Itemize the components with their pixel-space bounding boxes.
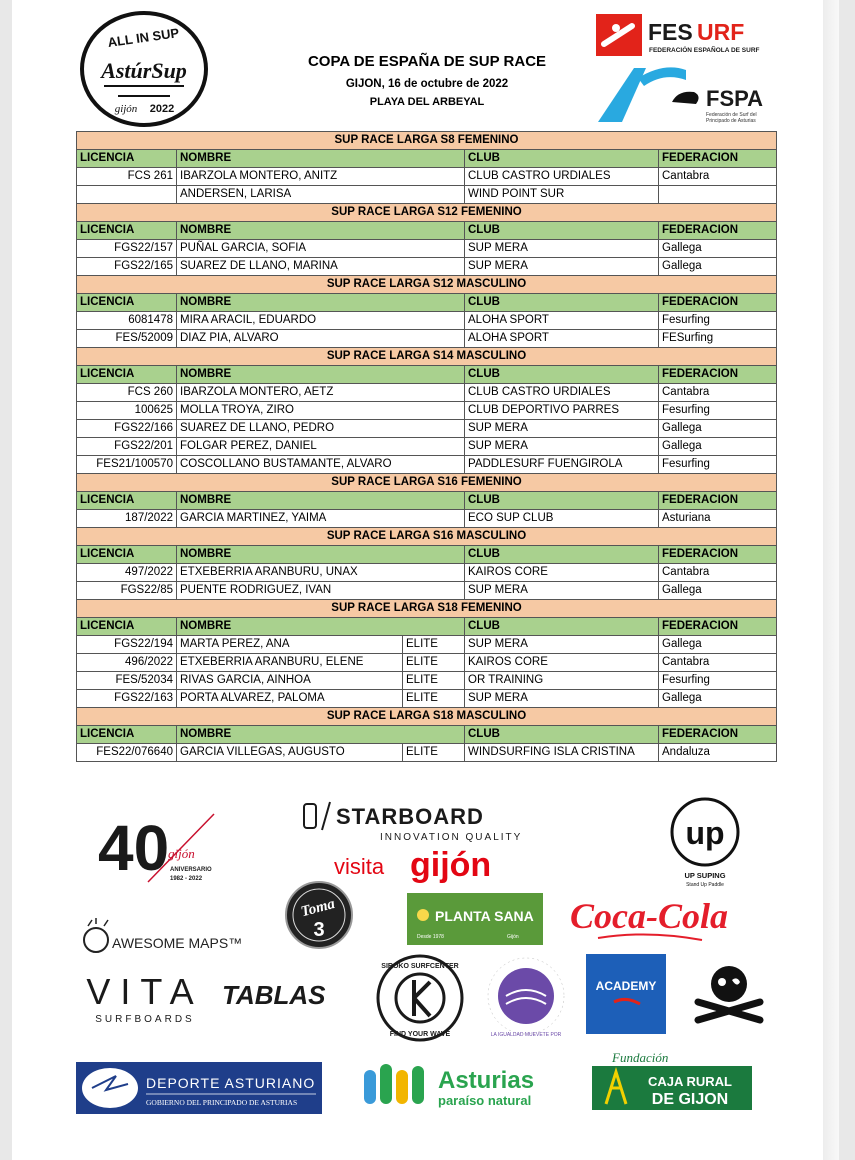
cell-federacion: Gallega <box>659 420 777 438</box>
starboard-tagline: INNOVATION QUALITY <box>380 832 523 843</box>
fspa-sub1: Federación de Surf del <box>706 112 757 118</box>
column-header-club: CLUB <box>465 726 659 744</box>
cell-federacion: Cantabra <box>659 564 777 582</box>
column-header-federacion: FEDERACION <box>659 366 777 384</box>
cell-club: KAIROS CORE <box>465 564 659 582</box>
toma3-number: 3 <box>313 919 325 941</box>
cell-nombre: DIAZ PIA, ALVARO <box>177 330 465 348</box>
cell-club: WIND POINT SUR <box>465 186 659 204</box>
cell-categoria-extra: ELITE <box>403 636 465 654</box>
column-header-nombre: NOMBRE <box>177 492 465 510</box>
column-header-club: CLUB <box>465 294 659 312</box>
column-header-row <box>77 492 777 510</box>
column-header-club: CLUB <box>465 366 659 384</box>
gijon-40-line1: ANIVERSARIO <box>170 867 212 873</box>
cell-federacion: Cantabra <box>659 384 777 402</box>
cell-licencia: FGS22/163 <box>77 690 177 708</box>
cell-federacion: FESurfing <box>659 330 777 348</box>
cell-federacion: Gallega <box>659 636 777 654</box>
column-header-federacion: FEDERACION <box>659 294 777 312</box>
table-row <box>77 654 777 672</box>
column-header-row <box>77 546 777 564</box>
awesome-maps-name: AWESOME MAPS™ <box>112 935 243 951</box>
cell-licencia: FES/52009 <box>77 330 177 348</box>
cell-nombre: ANDERSEN, LARISA <box>177 186 465 204</box>
category-title: SUP RACE LARGA S8 FEMENINO <box>77 132 777 150</box>
column-header-licencia: LICENCIA <box>77 150 177 168</box>
cell-licencia: 496/2022 <box>77 654 177 672</box>
column-header-nombre: NOMBRE <box>177 222 465 240</box>
siroko-top: SIROKO SURFCENTER <box>381 963 459 970</box>
category-row <box>77 276 777 294</box>
cell-club: OR TRAINING <box>465 672 659 690</box>
vita-logo <box>80 970 210 1028</box>
poster-header <box>12 0 839 130</box>
cell-federacion: Gallega <box>659 438 777 456</box>
cell-club: SUP MERA <box>465 258 659 276</box>
table-row <box>77 438 777 456</box>
cell-nombre: ETXEBERRIA ARANBURU, UNAX <box>177 564 465 582</box>
table-row <box>77 564 777 582</box>
caja-rural-logo <box>592 1048 752 1118</box>
column-header-licencia: LICENCIA <box>77 366 177 384</box>
category-row <box>77 528 777 546</box>
cell-nombre: SUAREZ DE LLANO, PEDRO <box>177 420 465 438</box>
asturias-logo <box>362 1060 562 1112</box>
up-suping-logo <box>664 794 746 888</box>
cell-licencia: FES/52034 <box>77 672 177 690</box>
table-row <box>77 690 777 708</box>
results-table <box>76 131 777 762</box>
academy-name: ACADEMY <box>595 979 657 993</box>
fspa-sub2: Principado de Asturias <box>706 118 756 124</box>
category-title: SUP RACE LARGA S18 FEMENINO <box>77 600 777 618</box>
category-row <box>77 600 777 618</box>
fesurf-logo <box>596 14 776 58</box>
deporte-name: DEPORTE ASTURIANO <box>146 1075 316 1091</box>
cell-club: ALOHA SPORT <box>465 312 659 330</box>
cell-categoria-extra: ELITE <box>403 672 465 690</box>
up-mark: up <box>685 815 725 851</box>
vita-name: VITA <box>86 971 204 1012</box>
fesurf-name-b: URF <box>697 19 745 45</box>
table-row <box>77 312 777 330</box>
visita-text: visita <box>334 854 385 879</box>
planta-sana-since: Desde 1978 <box>417 934 444 940</box>
cell-federacion: Gallega <box>659 240 777 258</box>
cell-federacion: Gallega <box>659 690 777 708</box>
table-row <box>77 420 777 438</box>
column-header-federacion: FEDERACION <box>659 222 777 240</box>
table-row <box>77 510 777 528</box>
gijon-40-logo <box>96 808 228 888</box>
fesurf-name-a: FES <box>648 19 693 45</box>
cell-club: CLUB CASTRO URDIALES <box>465 384 659 402</box>
sponsors-area <box>12 780 839 1160</box>
cell-federacion: Andaluza <box>659 744 777 762</box>
asturSup-logo-year: 2022 <box>149 103 175 115</box>
cell-nombre: PUÑAL GARCIA, SOFIA <box>177 240 465 258</box>
column-header-row <box>77 366 777 384</box>
cell-nombre: MOLLA TROYA, ZIRO <box>177 402 465 420</box>
cell-licencia: FES22/076640 <box>77 744 177 762</box>
column-header-nombre: NOMBRE <box>177 294 465 312</box>
column-header-club: CLUB <box>465 222 659 240</box>
cell-club: SUP MERA <box>465 420 659 438</box>
cell-club: WINDSURFING ISLA CRISTINA <box>465 744 659 762</box>
planta-sana-name: PLANTA SANA <box>435 908 534 924</box>
column-header-club: CLUB <box>465 492 659 510</box>
cell-licencia: FGS22/157 <box>77 240 177 258</box>
category-title: SUP RACE LARGA S16 MASCULINO <box>77 528 777 546</box>
caja-pre: Fundación <box>612 1050 669 1065</box>
gijon-text: gijón <box>410 846 492 884</box>
cell-nombre: ETXEBERRIA ARANBURU, ELENE <box>177 654 403 672</box>
cell-nombre: MARTA PEREZ, ANA <box>177 636 403 654</box>
cell-licencia: FGS22/85 <box>77 582 177 600</box>
table-row <box>77 582 777 600</box>
column-header-federacion: FEDERACION <box>659 618 777 636</box>
column-header-row <box>77 726 777 744</box>
cell-licencia <box>77 186 177 204</box>
cell-licencia: FES21/100570 <box>77 456 177 474</box>
column-header-club: CLUB <box>465 546 659 564</box>
column-header-nombre: NOMBRE <box>177 618 465 636</box>
cell-categoria-extra: ELITE <box>403 654 465 672</box>
coca-cola-logo <box>570 890 728 950</box>
fspa-logo <box>594 62 779 126</box>
cell-nombre: COSCOLLANO BUSTAMANTE, ALVARO <box>177 456 465 474</box>
fesurf-subtitle: FEDERACIÓN ESPAÑOLA DE SURF <box>649 47 760 54</box>
column-header-federacion: FEDERACION <box>659 492 777 510</box>
asturSup-logo-top: ALL IN SUP <box>106 25 181 50</box>
cell-licencia: FGS22/194 <box>77 636 177 654</box>
table-row <box>77 402 777 420</box>
deporte-asturiano-logo <box>76 1062 322 1114</box>
cell-nombre: IBARZOLA MONTERO, AETZ <box>177 384 465 402</box>
caja-line2: DE GIJON <box>651 1091 729 1108</box>
asturSup-logo-city: gijón <box>114 103 138 115</box>
gijon-40-city: gijón <box>168 846 195 861</box>
event-venue: PLAYA DEL ARBEYAL <box>369 96 485 108</box>
cell-nombre: GARCIA MARTINEZ, YAIMA <box>177 510 465 528</box>
table-row <box>77 168 777 186</box>
cell-club: PADDLESURF FUENGIROLA <box>465 456 659 474</box>
skull-icon <box>692 958 766 1026</box>
cell-federacion: Cantabra <box>659 168 777 186</box>
page-title: COPA DE ESPAÑA DE SUP RACE <box>307 53 547 70</box>
column-header-row <box>77 150 777 168</box>
fspa-name: FSPA <box>706 86 764 111</box>
academy-logo <box>586 954 666 1034</box>
table-row <box>77 456 777 474</box>
cell-federacion: Asturiana <box>659 510 777 528</box>
igualdad-logo <box>484 954 568 1038</box>
cell-licencia: FGS22/166 <box>77 420 177 438</box>
cell-licencia: 100625 <box>77 402 177 420</box>
cell-club: CLUB CASTRO URDIALES <box>465 168 659 186</box>
column-header-federacion: FEDERACION <box>659 546 777 564</box>
asturias-sub: paraíso natural <box>438 1093 532 1108</box>
category-row <box>77 708 777 726</box>
cell-nombre: GARCIA VILLEGAS, AUGUSTO <box>177 744 403 762</box>
cell-licencia: FGS22/201 <box>77 438 177 456</box>
cell-club: SUP MERA <box>465 636 659 654</box>
column-header-row <box>77 222 777 240</box>
planta-sana-logo <box>407 893 543 945</box>
cell-licencia: 187/2022 <box>77 510 177 528</box>
column-header-federacion: FEDERACION <box>659 726 777 744</box>
table-row <box>77 384 777 402</box>
cell-nombre: SUAREZ DE LLANO, MARINA <box>177 258 465 276</box>
table-row <box>77 258 777 276</box>
table-row <box>77 240 777 258</box>
cell-nombre: FOLGAR PEREZ, DANIEL <box>177 438 465 456</box>
cell-club: SUP MERA <box>465 438 659 456</box>
cell-licencia: FGS22/165 <box>77 258 177 276</box>
column-header-federacion: FEDERACION <box>659 150 777 168</box>
cell-licencia: FCS 260 <box>77 384 177 402</box>
category-row <box>77 348 777 366</box>
category-title: SUP RACE LARGA S12 MASCULINO <box>77 276 777 294</box>
tablas-logo <box>218 976 358 1010</box>
column-header-licencia: LICENCIA <box>77 222 177 240</box>
up-suping-sub: Stand Up Paddle <box>686 882 724 888</box>
cell-club: SUP MERA <box>465 240 659 258</box>
column-header-licencia: LICENCIA <box>77 492 177 510</box>
cell-licencia: FCS 261 <box>77 168 177 186</box>
column-header-row <box>77 618 777 636</box>
cell-federacion: Fesurfing <box>659 402 777 420</box>
asturSup-logo <box>78 10 210 128</box>
column-header-licencia: LICENCIA <box>77 546 177 564</box>
table-row <box>77 636 777 654</box>
category-title: SUP RACE LARGA S18 MASCULINO <box>77 708 777 726</box>
category-row <box>77 474 777 492</box>
cell-nombre: IBARZOLA MONTERO, ANITZ <box>177 168 465 186</box>
column-header-nombre: NOMBRE <box>177 150 465 168</box>
cell-federacion: Gallega <box>659 582 777 600</box>
category-title: SUP RACE LARGA S12 FEMENINO <box>77 204 777 222</box>
cell-categoria-extra: ELITE <box>403 744 465 762</box>
cell-club: SUP MERA <box>465 582 659 600</box>
cell-categoria-extra: ELITE <box>403 690 465 708</box>
column-header-nombre: NOMBRE <box>177 726 465 744</box>
cell-nombre: PORTA ALVAREZ, PALOMA <box>177 690 403 708</box>
cell-nombre: RIVAS GARCIA, AINHOA <box>177 672 403 690</box>
cell-club: KAIROS CORE <box>465 654 659 672</box>
vita-sub: SURFBOARDS <box>95 1014 195 1025</box>
cell-club: SUP MERA <box>465 690 659 708</box>
siroko-logo <box>374 952 466 1044</box>
cell-licencia: 497/2022 <box>77 564 177 582</box>
tablas-name: TABLAS <box>222 980 326 1010</box>
cell-club: ECO SUP CLUB <box>465 510 659 528</box>
starboard-name: STARBOARD <box>336 804 484 829</box>
visita-gijon-logo <box>332 842 532 886</box>
column-header-licencia: LICENCIA <box>77 618 177 636</box>
cell-nombre: MIRA ARACIL, EDUARDO <box>177 312 465 330</box>
igualdad-text: LA IGUALDAD MUEVETE POR <box>490 1032 562 1038</box>
gijon-40-line2: 1982 - 2022 <box>170 876 203 882</box>
cell-federacion: Fesurfing <box>659 456 777 474</box>
planta-sana-city: Gijón <box>507 934 519 940</box>
category-row <box>77 204 777 222</box>
cell-federacion: Fesurfing <box>659 672 777 690</box>
gijon-40-number: 40 <box>98 812 170 884</box>
siroko-bottom: FIND YOUR WAVE <box>389 1031 451 1038</box>
cell-federacion: Gallega <box>659 258 777 276</box>
table-row <box>77 672 777 690</box>
poster-page <box>12 0 839 1160</box>
category-title: SUP RACE LARGA S16 FEMENINO <box>77 474 777 492</box>
cell-federacion <box>659 186 777 204</box>
cell-club: CLUB DEPORTIVO PARRES <box>465 402 659 420</box>
up-suping-name: UP SUPING <box>684 871 726 880</box>
cell-federacion: Fesurfing <box>659 312 777 330</box>
asturSup-logo-main: AstúrSup <box>101 58 187 83</box>
column-header-licencia: LICENCIA <box>77 726 177 744</box>
page-edge <box>823 0 839 1160</box>
caja-line1: CAJA RURAL <box>647 1074 733 1089</box>
asturias-name: Asturias <box>438 1067 535 1094</box>
cell-club: ALOHA SPORT <box>465 330 659 348</box>
toma3-name: Toma <box>299 895 337 921</box>
starboard-logo <box>300 800 540 846</box>
column-header-club: CLUB <box>465 150 659 168</box>
toma3-logo <box>284 880 354 950</box>
category-row <box>77 132 777 150</box>
column-header-club: CLUB <box>465 618 659 636</box>
table-row <box>77 330 777 348</box>
column-header-nombre: NOMBRE <box>177 546 465 564</box>
category-title: SUP RACE LARGA S14 MASCULINO <box>77 348 777 366</box>
cell-federacion: Cantabra <box>659 654 777 672</box>
column-header-nombre: NOMBRE <box>177 366 465 384</box>
event-date: GIJON, 16 de octubre de 2022 <box>345 78 509 90</box>
column-header-row <box>77 294 777 312</box>
awesome-maps-logo <box>80 918 243 958</box>
cell-licencia: 6081478 <box>77 312 177 330</box>
cell-nombre: PUENTE RODRIGUEZ, IVAN <box>177 582 465 600</box>
table-row <box>77 186 777 204</box>
table-row <box>77 744 777 762</box>
coca-cola-name: Coca-Cola <box>570 896 728 936</box>
deporte-sub: GOBIERNO DEL PRINCIPADO DE ASTURIAS <box>146 1098 298 1107</box>
column-header-licencia: LICENCIA <box>77 294 177 312</box>
